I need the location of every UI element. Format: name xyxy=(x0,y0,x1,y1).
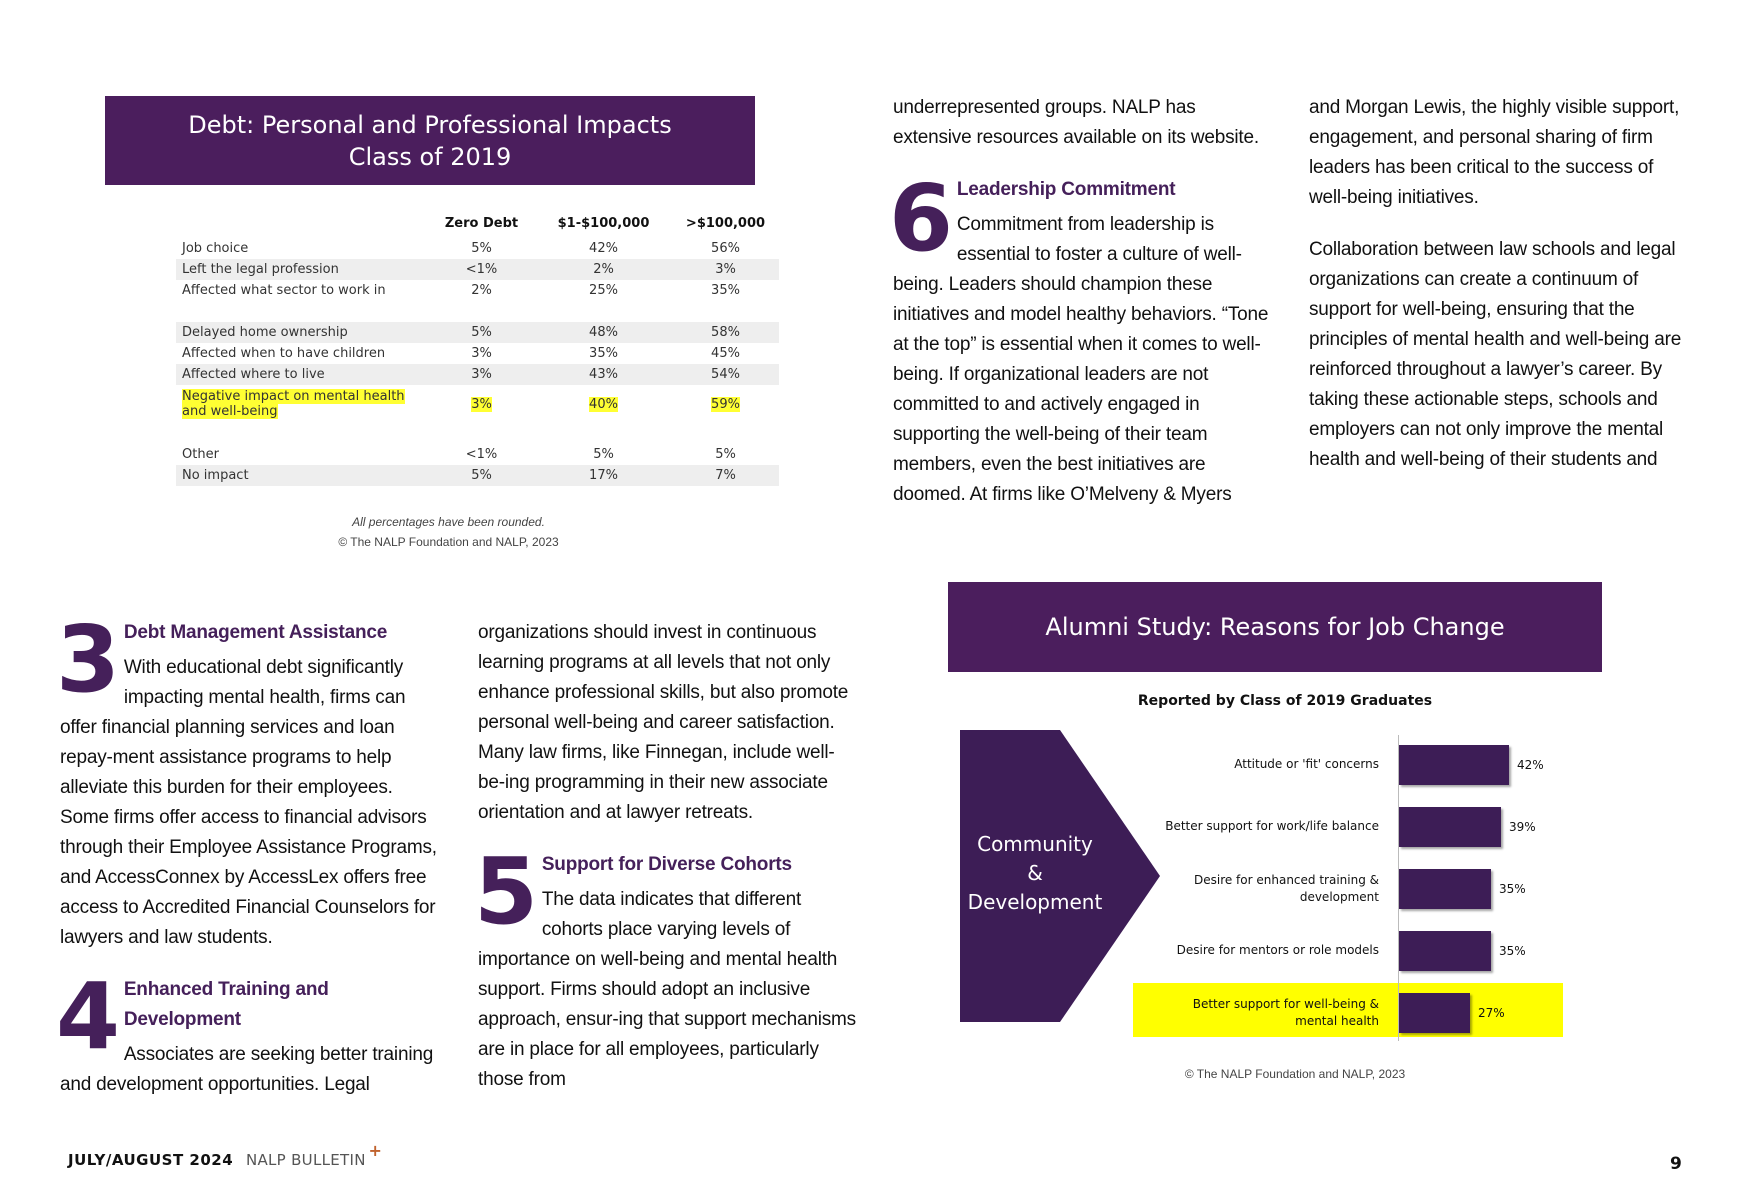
cell-value: 7% xyxy=(672,465,779,486)
debt-table-title-line1: Debt: Personal and Professional Impacts xyxy=(188,111,672,139)
bar-value-label: 39% xyxy=(1509,820,1536,834)
highlighted-label-line2: and well-being xyxy=(182,404,278,419)
column-bottom-left xyxy=(56,606,440,1100)
bar-label: Better support for well-being & mental health xyxy=(1192,997,1379,1028)
bar-label: Desire for mentors or role models xyxy=(1176,943,1379,957)
cell-value: 59% xyxy=(711,396,740,412)
section-number-3: 3 xyxy=(56,606,120,713)
cell-value: 5% xyxy=(428,465,535,486)
row-label: Left the legal profession xyxy=(176,259,428,280)
arrow-label-line3: Development xyxy=(967,890,1103,914)
footer-plus-icon: + xyxy=(368,1141,382,1160)
row-label-highlighted xyxy=(176,385,428,423)
cell-value: 56% xyxy=(711,241,740,256)
table-row xyxy=(176,238,779,259)
cell-value: 3% xyxy=(471,396,492,412)
debt-impacts-table xyxy=(176,208,779,486)
debt-table-banner xyxy=(105,96,755,185)
section-3-text: With educational debt significantly impacting mental health, firms can offer financial planning services and loan repay-ment assistance programs to help alleviate this burden for their employees. Some firms offer access to financial advisors through their Employee Assistance Programs, and AccessConnex by AccessLex offers free access to Accredited Financial Counselors for lawyers and law students. xyxy=(60,657,437,948)
table-spacer xyxy=(176,423,779,444)
cell-value: 5% xyxy=(428,322,535,343)
arrow-label-line2: & xyxy=(1027,861,1043,885)
column-right-top xyxy=(889,93,1273,510)
column-bottom-middle xyxy=(474,618,858,1095)
section-6 xyxy=(889,165,1273,510)
bar xyxy=(1399,807,1501,847)
table-spacer xyxy=(176,301,779,322)
cell-value: 42% xyxy=(589,241,618,256)
cell-value: <1% xyxy=(465,447,498,462)
cell-value: 5% xyxy=(715,447,736,462)
cell-value: 5% xyxy=(593,447,614,462)
cell-value: 35% xyxy=(589,346,618,361)
section-heading-debt-management: Debt Management Assistance xyxy=(123,622,388,643)
footer xyxy=(68,1141,384,1169)
bar xyxy=(1399,869,1491,909)
cell-value: 35% xyxy=(711,283,740,298)
section-4 xyxy=(56,963,440,1100)
bar-label: Desire for enhanced training & development xyxy=(1193,873,1379,904)
bar-value-label: 27% xyxy=(1478,1006,1505,1020)
row-label: Affected where to live xyxy=(176,364,428,385)
table-header-1-100k: $1-$100,000 xyxy=(557,215,650,231)
table-header-row xyxy=(176,208,779,238)
cell-highlighted xyxy=(672,385,779,423)
table-row xyxy=(176,280,779,301)
row-label: Affected what sector to work in xyxy=(182,283,386,298)
arrow-label-line1: Community xyxy=(977,832,1093,856)
section-number-4: 4 xyxy=(56,963,120,1070)
alumni-chart-subtitle: Reported by Class of 2019 Graduates xyxy=(1137,693,1433,709)
section-5-text: The data indicates that different cohorts place varying levels of importance on well-being and mental health support. Firms should adopt an inclusive approach, ensur-ing that support mechanisms are in place for all employees, particularly those from xyxy=(478,889,856,1090)
table-header-over-100k: >$100,000 xyxy=(685,215,766,231)
section-4-text: Associates are seeking better training and development opportunities. Legal xyxy=(60,1044,434,1095)
table-row xyxy=(176,259,779,280)
footer-publication: NALP BULLETIN xyxy=(245,1151,366,1169)
cell-value: 25% xyxy=(589,283,618,298)
section-3 xyxy=(56,606,440,953)
cell-value: 54% xyxy=(672,364,779,385)
section-heading-leadership: Leadership Commitment xyxy=(956,179,1176,200)
row-label: No impact xyxy=(176,465,428,486)
alumni-chart-banner xyxy=(948,582,1602,672)
section-number-6: 6 xyxy=(889,165,953,272)
cell-value: 45% xyxy=(711,346,740,361)
bar-value-label: 35% xyxy=(1499,882,1526,896)
table-row xyxy=(176,364,779,385)
cell-value: 2% xyxy=(535,259,672,280)
section-heading-diverse-cohorts: Support for Diverse Cohorts xyxy=(541,854,792,875)
far-right-paragraph-2: Collaboration between law schools and legal organizations can create a continuum of support for well-being, ensuring that the principles of mental health and well-being are reinforced throughout a lawyer’s career. By taking these actionable steps, schools and employers can not only improve the mental health and well-being of their students and xyxy=(1309,239,1682,470)
section-number-5: 5 xyxy=(474,838,538,945)
debt-table-copyright: © The NALP Foundation and NALP, 2023 xyxy=(338,535,559,549)
table-header-blank xyxy=(176,208,428,238)
bar-value-label: 35% xyxy=(1499,944,1526,958)
section-heading-training: Enhanced Training and Development xyxy=(123,979,329,1030)
alumni-chart-copyright: © The NALP Foundation and NALP, 2023 xyxy=(1184,1067,1406,1081)
cell-value: 48% xyxy=(535,322,672,343)
row-label: Delayed home ownership xyxy=(176,322,428,343)
table-row xyxy=(176,322,779,343)
table-row xyxy=(176,465,779,486)
cell-value: 40% xyxy=(589,396,618,412)
table-row xyxy=(176,444,779,465)
debt-table-title-line2: Class of 2019 xyxy=(348,143,512,171)
alumni-chart-title: Alumni Study: Reasons for Job Change xyxy=(1045,613,1505,641)
section-6-text: Commitment from leadership is essential to foster a culture of well-being. Leaders should champion these initiatives and model healthy behaviors. “Tone at the top” is essential when it comes to well-being. If organizational leaders are not committed to and actively engaged in supporting the well-being of their team members, even the best initiatives are doomed. At firms like O’Melveny & Myers xyxy=(893,214,1269,505)
debt-table-note: All percentages have been rounded. xyxy=(352,515,545,529)
bar-label: Attitude or 'fit' concerns xyxy=(1234,757,1379,771)
cell-value: 17% xyxy=(535,465,672,486)
bar xyxy=(1399,745,1509,785)
cell-value: 43% xyxy=(535,364,672,385)
cell-highlighted xyxy=(428,385,535,423)
bar xyxy=(1399,993,1470,1033)
cell-highlighted xyxy=(535,385,672,423)
intro-paragraph: underrepresented groups. NALP has extensive resources available on its website. xyxy=(893,97,1259,148)
arrow-label xyxy=(960,830,1110,917)
footer-issue: JULY/AUGUST 2024 xyxy=(68,1151,234,1169)
cell-value: 5% xyxy=(471,241,492,256)
far-right-paragraph-1: and Morgan Lewis, the highly visible support, engagement, and personal sharing of firm leaders has been critical to the success of well-being initiatives. xyxy=(1309,97,1680,208)
bar-value-label: 42% xyxy=(1517,758,1544,772)
table-row-highlighted xyxy=(176,385,779,423)
bar-label: Better support for work/life balance xyxy=(1165,819,1379,833)
cell-value: <1% xyxy=(428,259,535,280)
table-header-zero-debt: Zero Debt xyxy=(444,215,519,231)
continuation-paragraph: organizations should invest in continuous learning programs at all levels that not only enhance professional skills, but also promote personal well-being and career satisfaction. Many law firms, like Finnegan, include well-be-ing programming in their new associate orientation and at lawyer retreats. xyxy=(478,622,849,823)
row-label: Affected when to have children xyxy=(182,346,386,361)
row-label: Other xyxy=(182,447,219,462)
section-5 xyxy=(474,838,858,1095)
cell-value: 58% xyxy=(672,322,779,343)
column-far-right xyxy=(1309,93,1689,475)
highlighted-label-line1: Negative impact on mental health xyxy=(182,389,405,404)
page-number: 9 xyxy=(1670,1154,1682,1174)
row-label: Job choice xyxy=(182,241,249,256)
cell-value: 3% xyxy=(672,259,779,280)
cell-value: 2% xyxy=(471,283,492,298)
cell-value: 3% xyxy=(428,364,535,385)
cell-value: 3% xyxy=(471,346,492,361)
bar xyxy=(1399,931,1491,971)
table-row xyxy=(176,343,779,364)
